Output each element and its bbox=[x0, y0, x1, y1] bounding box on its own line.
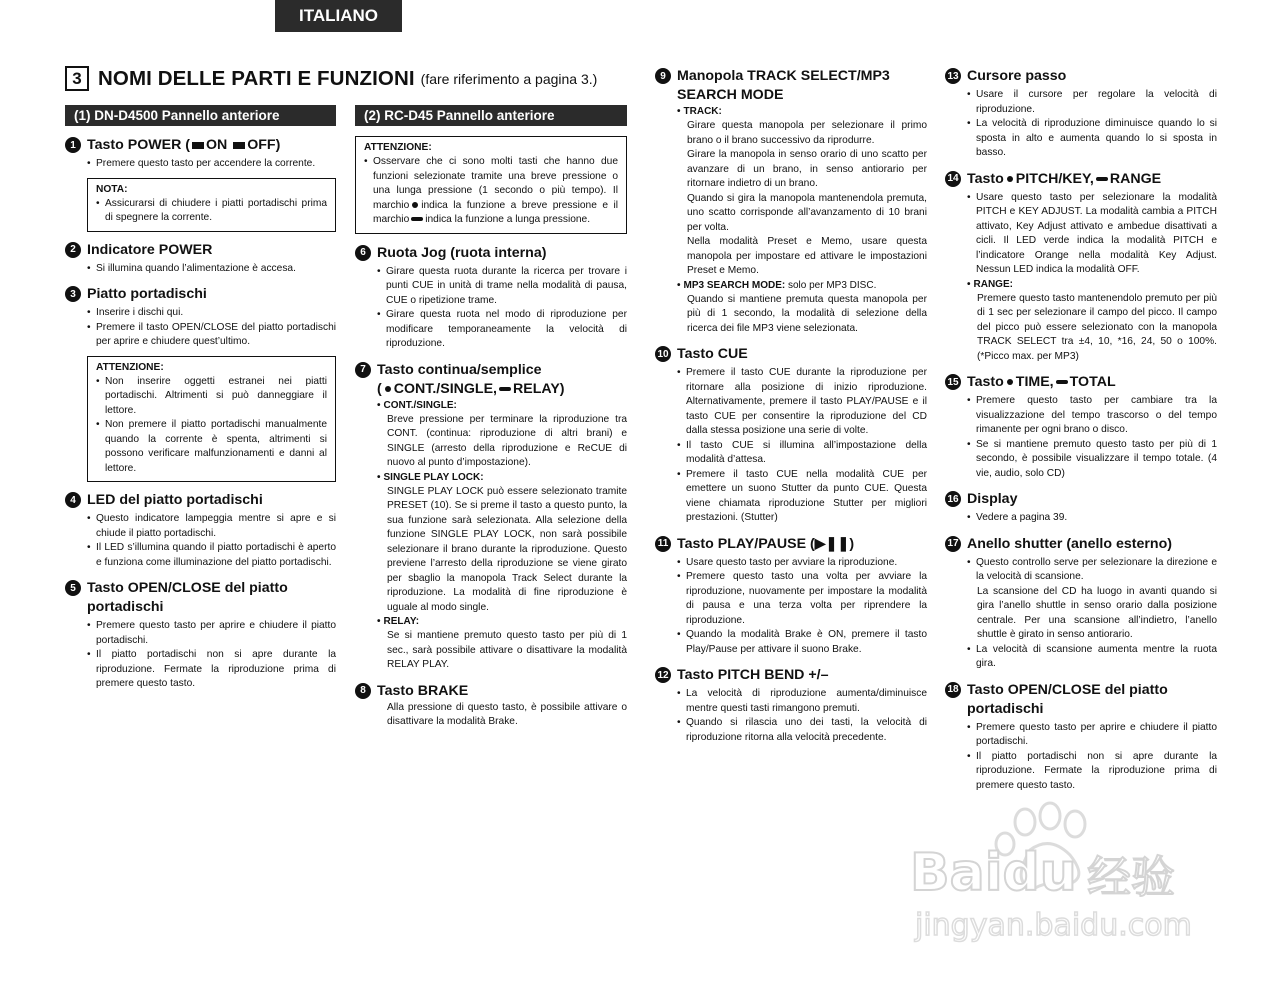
item-title: Tasto TIME, TOTAL bbox=[967, 374, 1116, 390]
note-item: • Non inserire oggetti estranei nei piatti portadischi. Altrimenti si può danneggiare il lettore. bbox=[96, 375, 327, 419]
number-icon: 12 bbox=[655, 667, 671, 683]
number-icon: 1 bbox=[65, 137, 81, 153]
item-title: Tasto OPEN/CLOSE del piatto portadischi bbox=[967, 681, 1168, 717]
item-pitch-slider bbox=[945, 67, 1217, 161]
number-icon: 9 bbox=[655, 68, 671, 84]
list-item: • Premere il tasto OPEN/CLOSE del piatto portadischi per aprire e chiudere quest’ultimo. bbox=[87, 321, 336, 350]
power-on-icon bbox=[192, 142, 204, 149]
note-item: • Osservare che ci sono molti tasti che hanno due funzioni selezionate tramite una breve pressione o una lunga pressione (1 secondo o più tempo). Il marchio indica la funzione a breve pressione e il marchio indica la funzione a lunga pressione. bbox=[364, 155, 618, 228]
svg-text:Baidu: Baidu bbox=[910, 843, 1077, 903]
paragraph: Nella modalità Preset e Memo, usare questa manopola per impostare ed attivare le impostazioni Preset e Memo. bbox=[687, 236, 927, 276]
language-tab: ITALIANO bbox=[275, 0, 402, 32]
list-item: • Questo controllo serve per selezionare la direzione e la velocità di scansione. bbox=[967, 556, 1217, 585]
list-item: • Usare il cursore per regolare la velocità di riproduzione. bbox=[967, 88, 1217, 117]
paragraph: Girare questa manopola per selezionare il primo brano o il brano successivo da riprodurre. bbox=[687, 120, 927, 146]
note-box: NOTA: • Assicurarsi di chiudere i piatti portadischi prima di spegnere la corrente. bbox=[87, 178, 336, 232]
number-icon: 16 bbox=[945, 491, 961, 507]
list-item: • Il LED s’illumina quando il piatto portadischi è aperto e funziona come illuminazione del piatto portadischi. bbox=[87, 541, 336, 570]
list-item: • Premere il tasto CUE durante la riproduzione per ritornare alla posizione di inizio riproduzione. Alternativamente, premere il tasto PLAY/PAUSE e il tasto CUE per consentire la riproduzione del CD dalla stessa posizione una serie di volte. bbox=[677, 366, 927, 439]
number-icon: 7 bbox=[355, 362, 371, 378]
item-power-button bbox=[65, 136, 336, 232]
item-title: Tasto OPEN/CLOSE del piatto portadischi bbox=[87, 580, 288, 615]
item-title: Display bbox=[967, 491, 1018, 507]
item-power-indicator bbox=[65, 241, 336, 277]
sub-heading: • MP3 SEARCH MODE: solo per MP3 DISC. bbox=[677, 279, 877, 291]
list-item: • Premere il tasto CUE nella modalità CUE per emettere un suono Stutter da punto CUE. Questa viene chiamata riproduzione Stutter per migliori prestazioni. (Stutter) bbox=[677, 468, 927, 526]
baidu-watermark-logo bbox=[905, 800, 1205, 950]
column-4 bbox=[945, 67, 1217, 802]
list-item: • Se si mantiene premuto questo tasto per più di 1 secondo, è possibile visualizzare il tempo totale. (4 vie, audio, solo CD) bbox=[967, 438, 1217, 482]
paragraph: La scansione del CD ha luogo in avanti quando si gira l’anello shuttle in senso orario dalla posizione centrale. Per una scansione all’indietro, l’anello shuttle è girato in senso antiorario. bbox=[977, 585, 1217, 640]
long-press-icon bbox=[1096, 177, 1108, 181]
list-item: • La velocità di scansione aumenta mentre la ruota gira. bbox=[967, 643, 1217, 672]
paragraph: Breve pressione per terminare la riproduzione tra CONT. (continua: riproduzione di altri brani) e SINGLE (arresto della riproduzione e ReCUE di nuovo al punto d’impostazione). bbox=[387, 413, 627, 468]
section-bar-rc-d45: (2) RC-D45 Pannello anteriore bbox=[355, 105, 627, 126]
paragraph: Premere questo tasto mantenendolo premuto per più di 1 sec per selezionare il campo del picco. Il campo del picco può essere selezionato con la manopola TRACK SELECT tra ±4, 10, *16, 24, 50 o 100%. (*Picco max. per MP3) bbox=[977, 292, 1217, 362]
svg-text:经验: 经验 bbox=[1087, 852, 1175, 903]
item-title: Tasto PLAY/PAUSE (▶❚❚) bbox=[677, 535, 855, 552]
svg-text:jingyan.baidu.com: jingyan.baidu.com bbox=[915, 908, 1192, 943]
number-icon: 13 bbox=[945, 68, 961, 84]
sub-heading: • RANGE: bbox=[967, 278, 1013, 290]
short-press-icon bbox=[1007, 379, 1013, 385]
item-time-total bbox=[945, 373, 1217, 481]
list-item: • Si illumina quando l’alimentazione è accesa. bbox=[87, 262, 336, 277]
number-icon: 6 bbox=[355, 245, 371, 261]
item-pitch-bend bbox=[655, 666, 927, 745]
list-item: • Il piatto portadischi non si apre durante la riproduzione. Fermate la riproduzione prima di premere questo tasto. bbox=[87, 648, 336, 692]
note-item: • Assicurarsi di chiudere i piatti portadischi prima di spegnere la corrente. bbox=[96, 197, 327, 226]
item-display bbox=[945, 490, 1217, 526]
item-title: LED del piatto portadischi bbox=[87, 492, 263, 508]
item-title: Piatto portadischi bbox=[87, 286, 207, 302]
list-item: • Premere questo tasto per cambiare tra la visualizzazione del tempo trascorso o del tempo rimanente per ogni brano o disco. bbox=[967, 394, 1217, 438]
item-play-pause bbox=[655, 535, 927, 658]
section-bar-dn-d4500: (1) DN-D4500 Pannello anteriore bbox=[65, 105, 336, 126]
item-pitch-key bbox=[945, 170, 1217, 365]
number-icon: 17 bbox=[945, 536, 961, 552]
list-item: • Usare questo tasto per selezionare la modalità PITCH e KEY ADJUST. La modalità cambia a PITCH attivato, Key Adjust attivato e ambedue disattivati a cicli. Il LED verde indica la modalità PITCH e l’indicatore Orange nella modalità Key Adjust. Nessun LED indica la modalità OFF. bbox=[967, 191, 1217, 278]
number-icon: 8 bbox=[355, 683, 371, 699]
list-item: • Questo indicatore lampeggia mentre si apre e si chiude il piatto portadischi. bbox=[87, 512, 336, 541]
list-item: • Premere questo tasto per aprire e chiudere il piatto portadischi. bbox=[967, 721, 1217, 750]
item-cue bbox=[655, 345, 927, 526]
item-title: Tasto POWER ( ON OFF) bbox=[87, 137, 281, 153]
list-item: • La velocità di riproduzione aumenta/diminuisce mentre questi tasti rimangono premuti. bbox=[677, 687, 927, 716]
list-item: • Quando la modalità Brake è ON, premere il tasto Play/Pause per attivare il suono Brake. bbox=[677, 628, 927, 657]
column-1 bbox=[65, 105, 336, 701]
number-icon: 18 bbox=[945, 682, 961, 698]
sub-heading: • RELAY: bbox=[377, 616, 420, 627]
item-track-select bbox=[655, 67, 927, 336]
item-title: Ruota Jog (ruota interna) bbox=[377, 244, 547, 261]
item-jog-wheel bbox=[355, 244, 627, 352]
item-title: Cursore passo bbox=[967, 68, 1067, 84]
short-press-icon bbox=[1007, 176, 1013, 182]
number-icon: 4 bbox=[65, 492, 81, 508]
item-brake bbox=[355, 682, 627, 730]
item-title: Manopola TRACK SELECT/MP3 SEARCH MODE bbox=[677, 68, 890, 103]
item-title: Tasto CUE bbox=[677, 346, 748, 362]
paragraph: Se si mantiene premuto questo tasto per più di 1 sec., sarà possibile attivare o disattivare la modalità RELAY PLAY. bbox=[387, 630, 627, 670]
long-press-icon bbox=[411, 217, 423, 221]
warning-box: ATTENZIONE: • Non inserire oggetti estranei nei piatti portadischi. Altrimenti si può danneggiare il lettore. • Non premere il piatto portadischi manualmente quando la corrente è spenta, altrimenti si possono verificare malfunzionamenti e danni al lettore. bbox=[87, 356, 336, 483]
number-icon: 10 bbox=[655, 346, 671, 362]
list-item: • Girare questa ruota nel modo di riproduzione per modificare temporaneamente la velocità di riproduzione. bbox=[377, 308, 627, 352]
paragraph: Quando si mantiene premuta questa manopola per più di 1 secondo, la modalità di selezione della ricerca dei file MP3 viene selezionata. bbox=[687, 293, 927, 334]
warning-box: ATTENZIONE: • Osservare che ci sono molti tasti che hanno due funzioni selezionate tramite una breve pressione o una lunga pressione (1 secondo o più tempo). Il marchio indica la funzione a breve pressione e il marchio indica la funzione a lunga pressione. bbox=[355, 136, 627, 234]
item-title: Tasto BRAKE bbox=[377, 682, 469, 699]
note-item: • Non premere il piatto portadischi manualmente quando la corrente è spenta, altrimenti si possono verificare malfunzionamenti e danni al lettore. bbox=[96, 418, 327, 476]
item-title: Anello shutter (anello esterno) bbox=[967, 535, 1172, 552]
item-cont-single bbox=[355, 361, 627, 673]
item-shuttle-ring bbox=[945, 535, 1217, 672]
item-title: Tasto PITCH BEND +/– bbox=[677, 667, 829, 683]
page-title bbox=[65, 66, 597, 91]
short-press-icon bbox=[412, 202, 418, 208]
sub-heading: • TRACK: bbox=[677, 106, 722, 117]
item-title: Tasto continua/semplice ( CONT./SINGLE, RELAY) bbox=[377, 361, 565, 397]
list-item: • Il tasto CUE si illumina all’impostazione della modalità d’attesa. bbox=[677, 439, 927, 468]
number-icon: 14 bbox=[945, 171, 961, 187]
list-item: • Premere questo tasto per aprire e chiudere il piatto portadischi. bbox=[87, 619, 336, 648]
number-icon: 2 bbox=[65, 242, 81, 258]
paragraph: Girare la manopola in senso orario di uno scatto per avanzare di un brano, in senso antiorario per ritornare indietro di un brano. bbox=[687, 149, 927, 189]
title-sub: (fare riferimento a pagina 3.) bbox=[420, 70, 598, 87]
power-off-icon bbox=[233, 142, 245, 149]
item-disc-tray bbox=[65, 285, 336, 482]
sub-heading: • CONT./SINGLE: bbox=[377, 399, 457, 411]
long-press-icon bbox=[499, 387, 511, 391]
list-item: • Quando si rilascia uno dei tasti, la velocità di riproduzione ritorna alla velocità precedente. bbox=[677, 716, 927, 745]
number-icon: 3 bbox=[65, 286, 81, 302]
item-open-close-2 bbox=[945, 681, 1217, 794]
list-item: • Il piatto portadischi non si apre durante la riproduzione. Fermate la riproduzione prima di premere questo tasto. bbox=[967, 750, 1217, 794]
title-main: NOMI DELLE PARTI E FUNZIONI bbox=[98, 66, 415, 90]
sub-heading: • SINGLE PLAY LOCK: bbox=[377, 471, 484, 483]
list-item: • Inserire i dischi qui. bbox=[87, 306, 336, 321]
item-open-close bbox=[65, 579, 336, 692]
number-icon: 15 bbox=[945, 374, 961, 390]
list-item: • La velocità di riproduzione diminuisce quando lo si sposta in alto e aumenta quando lo si sposta in basso. bbox=[967, 117, 1217, 161]
list-item: • Girare questa ruota durante la ricerca per trovare i punti CUE in unità di trame nella modalità di pausa, CUE o ripetizione trame. bbox=[377, 265, 627, 309]
list-item: • Usare questo tasto per avviare la riproduzione. bbox=[677, 556, 927, 571]
long-press-icon bbox=[1056, 380, 1068, 384]
short-press-icon bbox=[385, 386, 391, 392]
item-title: Tasto PITCH/KEY, RANGE bbox=[967, 170, 1162, 187]
item-title: Indicatore POWER bbox=[87, 241, 213, 258]
list-item: • Vedere a pagina 39. bbox=[967, 511, 1217, 526]
list-item: • Premere questo tasto per accendere la corrente. bbox=[87, 157, 336, 172]
section-number: 3 bbox=[65, 66, 89, 91]
paragraph: Quando si gira la manopola mantenendola premuta, uno scatto corrisponde all’avanzamento di 10 brani per volta. bbox=[687, 192, 927, 233]
number-icon: 5 bbox=[65, 580, 81, 596]
item-tray-led bbox=[65, 491, 336, 570]
list-item: • Premere questo tasto una volta per avviare la riproduzione, nuovamente per impostare la modalità di pausa e una terza volta per riprendere la riproduzione. bbox=[677, 570, 927, 628]
number-icon: 11 bbox=[655, 536, 671, 552]
column-2 bbox=[355, 105, 627, 739]
paragraph: Alla pressione di questo tasto, è possibile attivare o disattivare la modalità Brake. bbox=[387, 701, 627, 727]
column-3 bbox=[655, 67, 927, 754]
paragraph: SINGLE PLAY LOCK può essere selezionato tramite PRESET (10). Se si preme il tasto a questo punto, la sua funzione sarà selezionata. Alla selezione della funzione SINGLE PLAY LOCK, non sarà possibile selezionare il brano durante la riproduzione. Questo previene l’arresto della riproduzione se viene girato per sbaglio la manopola Track Select durante la riproduzione. La modalità di fine riproduzione è uguale al modo single. bbox=[387, 485, 627, 613]
